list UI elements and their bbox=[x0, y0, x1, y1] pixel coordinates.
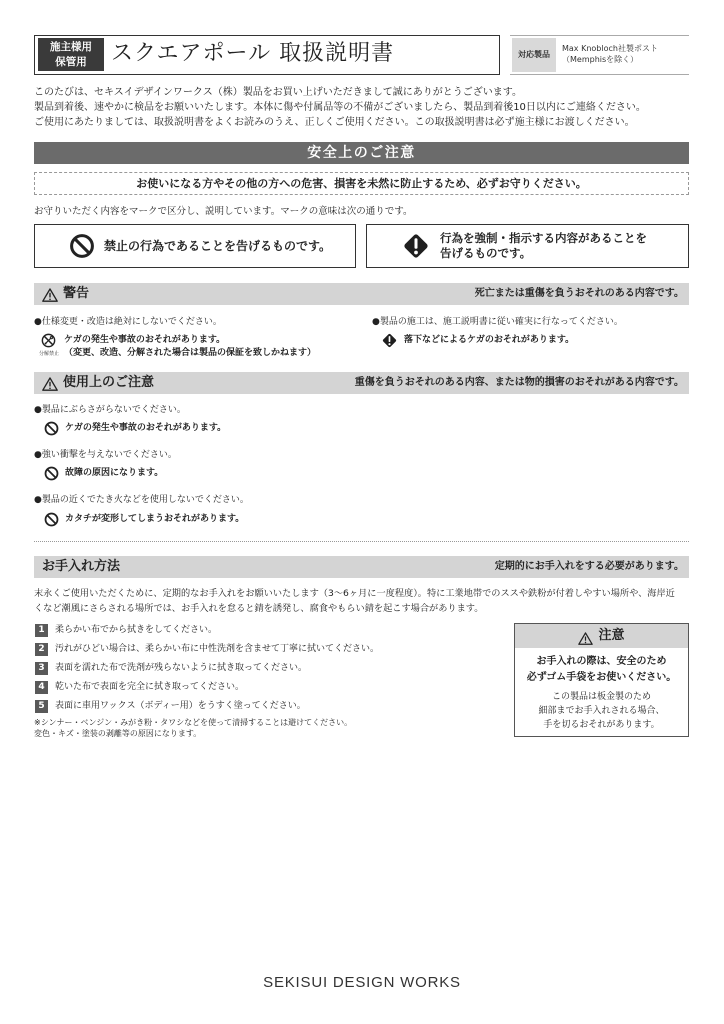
no-disassembly-icon bbox=[41, 333, 56, 348]
caution-body-line-1: この製品は板金製のため bbox=[551, 692, 651, 702]
care-intro-line-2: くなど潮風にさらされる場所では、お手入れを怠ると錆を誘発し、腐食やもらい錆を起こす場合があります。 bbox=[34, 603, 484, 614]
care-step bbox=[35, 699, 505, 713]
usage-item-3-detail: カタチが変形してしまうおそれがあります。 bbox=[65, 514, 245, 524]
compatible-product-line-2: （Memphisを除く） bbox=[562, 55, 639, 64]
care-intro-line-1: 末永くご使用いただくために、定期的なお手入れをお願いいたします（3～6ヶ月に一度程度）。特に工業地帯でのススや鉄粉が付着しやすい場所や、海岸近 bbox=[34, 588, 675, 599]
prohibition-mark-text: 禁止の行為であることを告げるものです。 bbox=[104, 239, 332, 253]
caution-emphasis-line-2: 必ずゴム手袋をお使いください。 bbox=[526, 672, 677, 683]
warning-item-1-detail-2: （変更、改造、分解された場合は製品の保証を致しかねます） bbox=[64, 348, 317, 358]
prohibition-icon bbox=[44, 421, 59, 436]
step-number: 3 bbox=[35, 662, 48, 675]
prohibition-icon bbox=[44, 512, 59, 527]
step-text: 乾いた布で表面を完全に拭き取ってください。 bbox=[55, 682, 245, 692]
prohibition-icon bbox=[44, 466, 59, 481]
no-disassembly-caption: 分解禁止 bbox=[39, 351, 60, 357]
compatible-product-label: 対応製品 bbox=[512, 38, 556, 72]
mandatory-mark-line-2: 告げるものです。 bbox=[440, 246, 532, 260]
step-text: 表面に車用ワックス（ボディー用）をうすく塗ってください。 bbox=[55, 701, 306, 711]
usage-caution-bar bbox=[34, 372, 689, 394]
audience-label bbox=[38, 38, 104, 71]
warning-triangle-icon bbox=[42, 287, 58, 301]
care-step bbox=[35, 623, 505, 637]
step-text: 表面を濡れた布で洗剤が残らないように拭き取ってください。 bbox=[55, 663, 308, 673]
warning-item-1-detail-1: ケガの発生や事故のおそれがあります。 bbox=[64, 335, 226, 345]
marks-intro: お守りいただく内容をマークで区分し、説明しています。マークの意味は次の通りです。 bbox=[34, 206, 413, 217]
care-notes bbox=[34, 717, 352, 739]
care-bar bbox=[34, 556, 689, 578]
care-note-line-2: 変色・キズ・塗装の剥離等の原因になります。 bbox=[34, 729, 202, 738]
step-number: 4 bbox=[35, 681, 48, 694]
usage-item-2-detail: 故障の原因になります。 bbox=[65, 468, 164, 478]
mandatory-mark-line-1: 行為を強制・指示する内容があることを bbox=[440, 231, 647, 245]
compatible-product bbox=[562, 43, 658, 65]
usage-caution-description: 重傷を負うおそれのある内容、または物的損害のおそれがある内容です。 bbox=[354, 377, 684, 388]
audience-label-line-2: 保管用 bbox=[55, 55, 87, 68]
caution-box-header bbox=[515, 624, 688, 648]
caution-emphasis-line-1: お手入れの際は、安全のため bbox=[536, 656, 667, 667]
warning-bar bbox=[34, 283, 689, 305]
care-title: お手入れ方法 bbox=[42, 559, 121, 574]
intro-line-3: ご使用にあたりましては、取扱説明書をよくお読みのうえ、正しくご使用ください。この取扱説明書は必ず施主様にお渡しください。 bbox=[34, 117, 635, 128]
prohibition-icon bbox=[69, 233, 95, 259]
prohibition-mark-legend bbox=[34, 224, 356, 268]
step-text: 汚れがひどい場合は、柔らかい布に中性洗剤を含ませて丁寧に拭いてください。 bbox=[55, 644, 380, 654]
page-title: スクエアポール 取扱説明書 bbox=[111, 41, 395, 66]
safety-heading: 安全上のご注意 bbox=[34, 142, 689, 164]
intro-text bbox=[34, 85, 646, 130]
step-number: 5 bbox=[35, 700, 48, 713]
warning-item-2-text: ●製品の施工は、施工説明書に従い確実に行なってください。 bbox=[372, 317, 623, 327]
mandatory-action-icon bbox=[381, 332, 398, 349]
care-description: 定期的にお手入れをする必要があります。 bbox=[494, 561, 684, 572]
care-caution-box bbox=[514, 623, 689, 737]
warning-item-1-text: ●仕様変更・改造は絶対にしないでください。 bbox=[34, 317, 222, 327]
step-number: 1 bbox=[35, 624, 48, 637]
mandatory-mark-text bbox=[440, 231, 647, 261]
caution-body-line-2: 細部までお手入れされる場合、 bbox=[538, 706, 665, 716]
warning-description: 死亡または重傷を負うおそれのある内容です。 bbox=[474, 288, 684, 299]
care-step bbox=[35, 661, 505, 675]
warning-title: 警告 bbox=[63, 286, 90, 301]
compatible-rule-bottom bbox=[510, 74, 689, 75]
warning-triangle-icon bbox=[42, 376, 58, 390]
compatible-rule-top bbox=[510, 35, 689, 36]
safety-notice: お使いになる方やその他の方への危害、損害を未然に防止するため、必ずお守りください。 bbox=[34, 172, 689, 195]
caution-body-line-3: 手を切るおそれがあります。 bbox=[543, 720, 660, 730]
care-intro bbox=[34, 586, 675, 616]
brand-footer: SEKISUI DESIGN WORKS bbox=[263, 974, 461, 991]
step-text: 柔らかい布でから拭きをしてください。 bbox=[55, 625, 218, 635]
usage-item-1-text: ●製品にぶらさがらないでください。 bbox=[34, 405, 186, 415]
mandatory-mark-legend bbox=[366, 224, 689, 268]
usage-caution-title: 使用上のご注意 bbox=[63, 375, 155, 390]
compatible-product-line-1: Max Knobloch社製ポスト bbox=[562, 44, 658, 53]
warning-triangle-icon bbox=[578, 630, 593, 643]
step-number: 2 bbox=[35, 643, 48, 656]
usage-item-1-detail: ケガの発生や事故のおそれがあります。 bbox=[65, 423, 227, 433]
care-step bbox=[35, 680, 505, 694]
usage-item-2-text: ●強い衝撃を与えないでください。 bbox=[34, 450, 177, 460]
caution-box-title: 注意 bbox=[598, 628, 625, 643]
warning-item-2-detail: 落下などによるケガのおそれがあります。 bbox=[404, 335, 575, 345]
intro-line-2: 製品到着後、速やかに検品をお願いいたします。本体に傷や付属品等の不備がございましたら、製品到着後10日以内にご連絡ください。 bbox=[34, 102, 646, 113]
care-step bbox=[35, 642, 505, 656]
section-divider bbox=[34, 541, 689, 542]
usage-item-3-text: ●製品の近くでたき火などを使用しないでください。 bbox=[34, 495, 249, 505]
care-note-line-1: ※シンナー・ベンジン・みがき粉・タワシなどを使って清掃することは避けてください。 bbox=[34, 718, 353, 727]
intro-line-1: このたびは、セキスイデザインワークス（株）製品をお買い上げいただきまして誠にありがとうございます。 bbox=[34, 87, 522, 98]
audience-label-line-1: 施主様用 bbox=[50, 40, 92, 53]
mandatory-action-icon bbox=[401, 231, 431, 261]
